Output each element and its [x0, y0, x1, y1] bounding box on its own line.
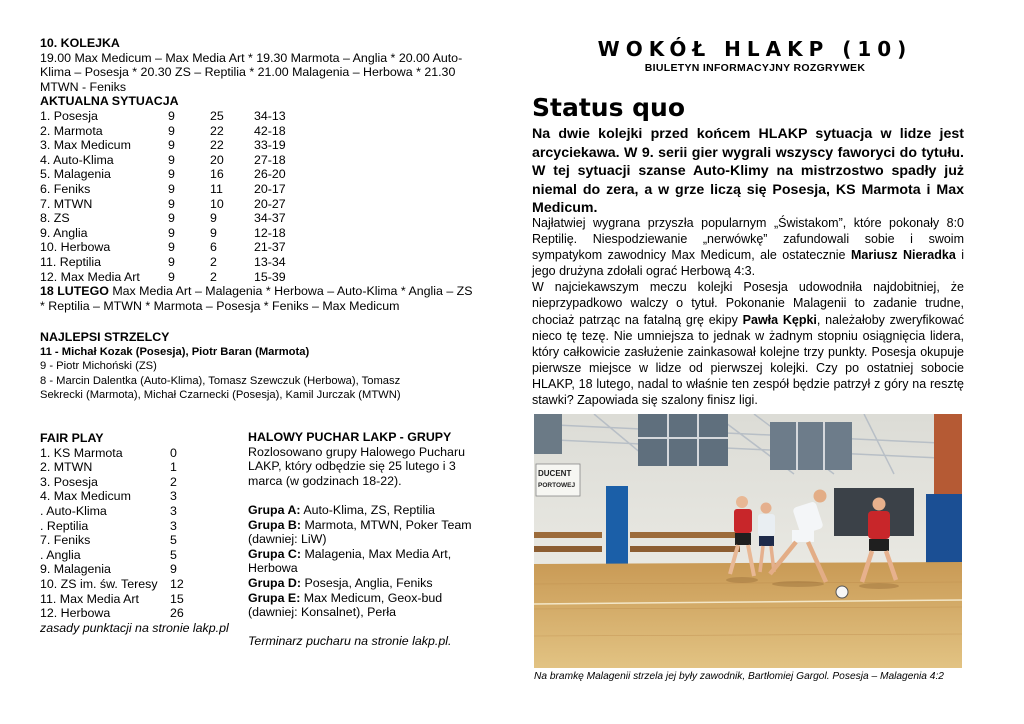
- team-name: 1. Posesja: [40, 108, 98, 123]
- points: 25: [210, 108, 224, 123]
- team-name: 1. KS Marmota: [40, 445, 123, 460]
- player-name: Pawła Kępki: [742, 312, 817, 327]
- photo-caption: Na bramkę Malagenii strzela jej były zawodnik, Bartłomiej Gargol. Posesja – Malagenia 4:2: [534, 671, 944, 682]
- team-name: 12. Max Media Art: [40, 269, 140, 284]
- fair-play-row: [40, 519, 240, 534]
- team-name: 12. Herbowa: [40, 606, 111, 621]
- bulletin-title: WOKÓŁ HLAKP (10): [597, 37, 913, 61]
- cup-intro: Rozlosowano grupy Halowego Pucharu LAKP, który odbędzie się 25 lutego i 3 marca (w godzinach 18-22).: [248, 444, 465, 488]
- standings-row: [40, 124, 480, 139]
- team-name: 10. ZS im. św. Teresy: [40, 576, 158, 591]
- team-name: 4. Max Medicum: [40, 489, 131, 504]
- penalty-points: 3: [170, 489, 177, 504]
- cup-heading: HALOWY PUCHAR LAKP - GRUPY: [248, 430, 452, 444]
- fair-play-table: [40, 446, 240, 621]
- match-photo: [534, 414, 962, 668]
- standings-row: [40, 109, 480, 124]
- scorers-line: Sekrecki (Marmota), Michał Czarnecki (Posesja), Kamil Jurczak (MTWN): [40, 389, 401, 402]
- standings-row: [40, 211, 480, 226]
- round-heading: 10. KOLEJKA: [40, 36, 120, 50]
- goals: 12-18: [254, 225, 286, 240]
- cup-group-list: [248, 503, 480, 620]
- goals: 27-18: [254, 152, 286, 167]
- cup-group-teams: Malagenia, Max Media Art, Herbowa: [248, 546, 452, 576]
- games-played: 9: [168, 225, 175, 240]
- fair-play-row: [40, 504, 240, 519]
- standings-row: [40, 226, 480, 241]
- cup-groups: [248, 430, 480, 649]
- fair-play-row: [40, 460, 240, 475]
- goals: 34-37: [254, 211, 286, 226]
- player-name: Mariusz Nieradka: [850, 248, 956, 263]
- cup-group-label: Grupa B:: [248, 517, 302, 532]
- team-name: . Reptilia: [40, 518, 89, 533]
- goals: 34-13: [254, 108, 286, 123]
- fair-play-row: [40, 577, 240, 592]
- goals: 20-17: [254, 181, 286, 196]
- games-played: 9: [168, 240, 175, 255]
- penalty-points: 12: [170, 576, 184, 591]
- photo-sign-line: DUCENT: [538, 469, 572, 478]
- team-name: 7. MTWN: [40, 196, 93, 211]
- next-round-schedule: Max Media Art – Malagenia * Herbowa – Auto-Klima * Anglia – ZS * Reptilia – MTWN * Marmota – Posesja * Feniks – Max Medicum: [40, 284, 473, 313]
- masthead: [560, 36, 950, 75]
- fair-play-row: [40, 446, 240, 461]
- goals: 42-18: [254, 123, 286, 138]
- standings-row: [40, 255, 480, 270]
- team-name: 11. Reptilia: [40, 254, 102, 269]
- points: 11: [210, 181, 223, 196]
- fair-play-row: [40, 562, 240, 577]
- fair-play: [40, 431, 240, 635]
- games-played: 9: [168, 138, 175, 153]
- standings-row: [40, 138, 480, 153]
- points: 9: [210, 225, 217, 240]
- penalty-points: 26: [170, 606, 184, 621]
- standings-row: [40, 153, 480, 168]
- goals: 21-37: [254, 240, 286, 255]
- team-name: 3. Max Medicum: [40, 138, 131, 153]
- points: 22: [210, 123, 224, 138]
- games-played: 9: [168, 196, 175, 211]
- team-name: 9. Anglia: [40, 225, 88, 240]
- fair-play-row: [40, 533, 240, 548]
- games-played: 9: [168, 167, 175, 182]
- cup-group: [248, 576, 480, 591]
- article-body: [532, 215, 964, 408]
- article-lead: Na dwie kolejki przed końcem HLAKP sytuacja w lidze jest arcyciekawa. W 9. serii gier wygrali wszyscy faworyci do tytułu. W tej sytuacji szanse Auto-Klimy na mistrzostwo spadły już niemal do zera, a w grze liczą się Posesja, KS Marmota i Max Medicum.: [532, 126, 964, 217]
- next-round-date: 18 LUTEGO: [40, 284, 109, 299]
- scorers-line: 9 - Piotr Michoński (ZS): [40, 360, 157, 373]
- standings-table: [40, 109, 480, 284]
- standings-row: [40, 182, 480, 197]
- games-played: 9: [168, 211, 175, 226]
- penalty-points: 5: [170, 533, 177, 548]
- penalty-points: 1: [170, 460, 177, 475]
- fair-play-heading: FAIR PLAY: [40, 431, 104, 445]
- goals: 15-39: [254, 269, 286, 284]
- fair-play-row: [40, 592, 240, 607]
- top-scorers: [40, 330, 480, 403]
- cup-group-label: Grupa E:: [248, 590, 301, 605]
- cup-group: [248, 503, 480, 518]
- cup-group-teams: Max Medicum, Geox-bud (dawniej: Konsalnet), Perła: [248, 590, 443, 620]
- team-name: 10. Herbowa: [40, 240, 111, 255]
- points: 10: [210, 196, 224, 211]
- penalty-points: 3: [170, 503, 177, 518]
- games-played: 9: [168, 254, 175, 269]
- goals: 26-20: [254, 167, 286, 182]
- fair-play-row: [40, 606, 240, 621]
- cup-group-label: Grupa C:: [248, 546, 302, 561]
- team-name: 2. Marmota: [40, 123, 103, 138]
- team-name: 2. MTWN: [40, 460, 93, 475]
- article-headline: Status quo: [532, 93, 686, 122]
- games-played: 9: [168, 152, 175, 167]
- ball-icon: [836, 586, 848, 598]
- team-name: 3. Posesja: [40, 474, 98, 489]
- team-name: 11. Max Media Art: [40, 591, 139, 606]
- penalty-points: 5: [170, 547, 177, 562]
- goals: 13-34: [254, 254, 286, 269]
- games-played: 9: [168, 181, 175, 196]
- points: 6: [210, 240, 217, 255]
- cup-group: [248, 591, 480, 620]
- cup-group-teams: Auto-Klima, ZS, Reptilia: [303, 502, 435, 517]
- cup-footer: Terminarz pucharu na stronie lakp.pl.: [248, 634, 452, 649]
- fair-play-note: zasady punktacji na stronie lakp.pl: [40, 620, 229, 635]
- round-and-standings: [40, 36, 480, 313]
- team-name: . Anglia: [40, 547, 81, 562]
- fair-play-row: [40, 475, 240, 490]
- penalty-points: 2: [170, 474, 177, 489]
- cup-group-label: Grupa D:: [248, 575, 302, 590]
- penalty-points: 0: [170, 445, 177, 460]
- cup-group: [248, 547, 480, 576]
- goals: 33-19: [254, 138, 286, 153]
- cup-group-teams: Marmota, MTWN, Poker Team (dawniej: LiW): [248, 517, 472, 547]
- points: 9: [210, 211, 217, 226]
- games-played: 9: [168, 123, 175, 138]
- standings-row: [40, 270, 480, 285]
- team-name: 7. Feniks: [40, 533, 91, 548]
- team-name: 5. Malagenia: [40, 167, 111, 182]
- standings-row: [40, 197, 480, 212]
- points: 2: [210, 269, 217, 284]
- standings-heading: AKTUALNA SYTUACJA: [40, 94, 179, 109]
- bulletin-subtitle: BIULETYN INFORMACYJNY ROZGRYWEK: [644, 62, 866, 74]
- standings-row: [40, 240, 480, 255]
- standings-row: [40, 167, 480, 182]
- cup-group-teams: Posesja, Anglia, Feniks: [304, 575, 433, 590]
- games-played: 9: [168, 269, 175, 284]
- article-paragraph: W najciekawszym meczu kolejki Posesja udowodniła najdobitniej, że nieprzypadkowo walczy o tytuł. Pokonanie Malagenii to zadanie trudne, chociaż patrząc na fatalną grę ekipy Pawła Kępki, należałoby zweryfikować nieco tę tezę. Nie umniejsza to jednak w żadnym stopniu osiągnięcia lidera, który całkowicie zasłużenie zainkasował kolejne trzy punkty. Posesja okupuje pierwsze miejsce w lidze od pierwszej kolejki. Czy po ostatniej sobocie HLAKP, 18 lutego, nadal to właśnie ten zespół będzie patrzył z góry na resztę stawki? Zapowiada się szalony finisz ligi.: [532, 280, 964, 408]
- scorers-line: 11 - Michał Kozak (Posesja), Piotr Baran (Marmota): [40, 345, 310, 358]
- photo-sign-line: PORTOWEJ: [538, 482, 576, 489]
- penalty-points: 9: [170, 562, 177, 577]
- team-name: 9. Malagenia: [40, 562, 111, 577]
- team-name: 4. Auto-Klima: [40, 152, 114, 167]
- points: 22: [210, 138, 224, 153]
- cup-group-label: Grupa A:: [248, 502, 301, 517]
- scorers-heading: NAJLEPSI STRZELCY: [40, 330, 170, 344]
- penalty-points: 15: [170, 591, 184, 606]
- team-name: . Auto-Klima: [40, 503, 107, 518]
- points: 16: [210, 167, 224, 182]
- cup-group: [248, 518, 480, 547]
- points: 2: [210, 254, 217, 269]
- scorers-line: 8 - Marcin Dalentka (Auto-Klima), Tomasz Szewczuk (Herbowa), Tomasz: [40, 374, 401, 387]
- next-round: [40, 284, 480, 313]
- article-paragraph: Najłatwiej wygrana przyszła popularnym „Świstakom”, które pokonały 8:0 Reptilię. Niespodziewanie „nerwówkę” zafundowali sobie i swoim sympatykom zawodnicy Max Medicum, ale ostatecznie Mariusz Nieradka i jego drużyna zdołali ograć Herbową 4:3.: [532, 216, 965, 279]
- fair-play-row: [40, 548, 240, 563]
- goals: 20-27: [254, 196, 286, 211]
- fair-play-row: [40, 489, 240, 504]
- round-schedule: 19.00 Max Medicum – Max Media Art * 19.30 Marmota – Anglia * 20.00 Auto-Klima – Posesja * 20.30 ZS – Reptilia * 21.00 Malagenia – Herbowa * 21.30 MTWN - Feniks: [40, 50, 463, 94]
- games-played: 9: [168, 108, 175, 123]
- team-name: 8. ZS: [40, 211, 70, 226]
- penalty-points: 3: [170, 518, 177, 533]
- points: 20: [210, 152, 224, 167]
- team-name: 6. Feniks: [40, 181, 91, 196]
